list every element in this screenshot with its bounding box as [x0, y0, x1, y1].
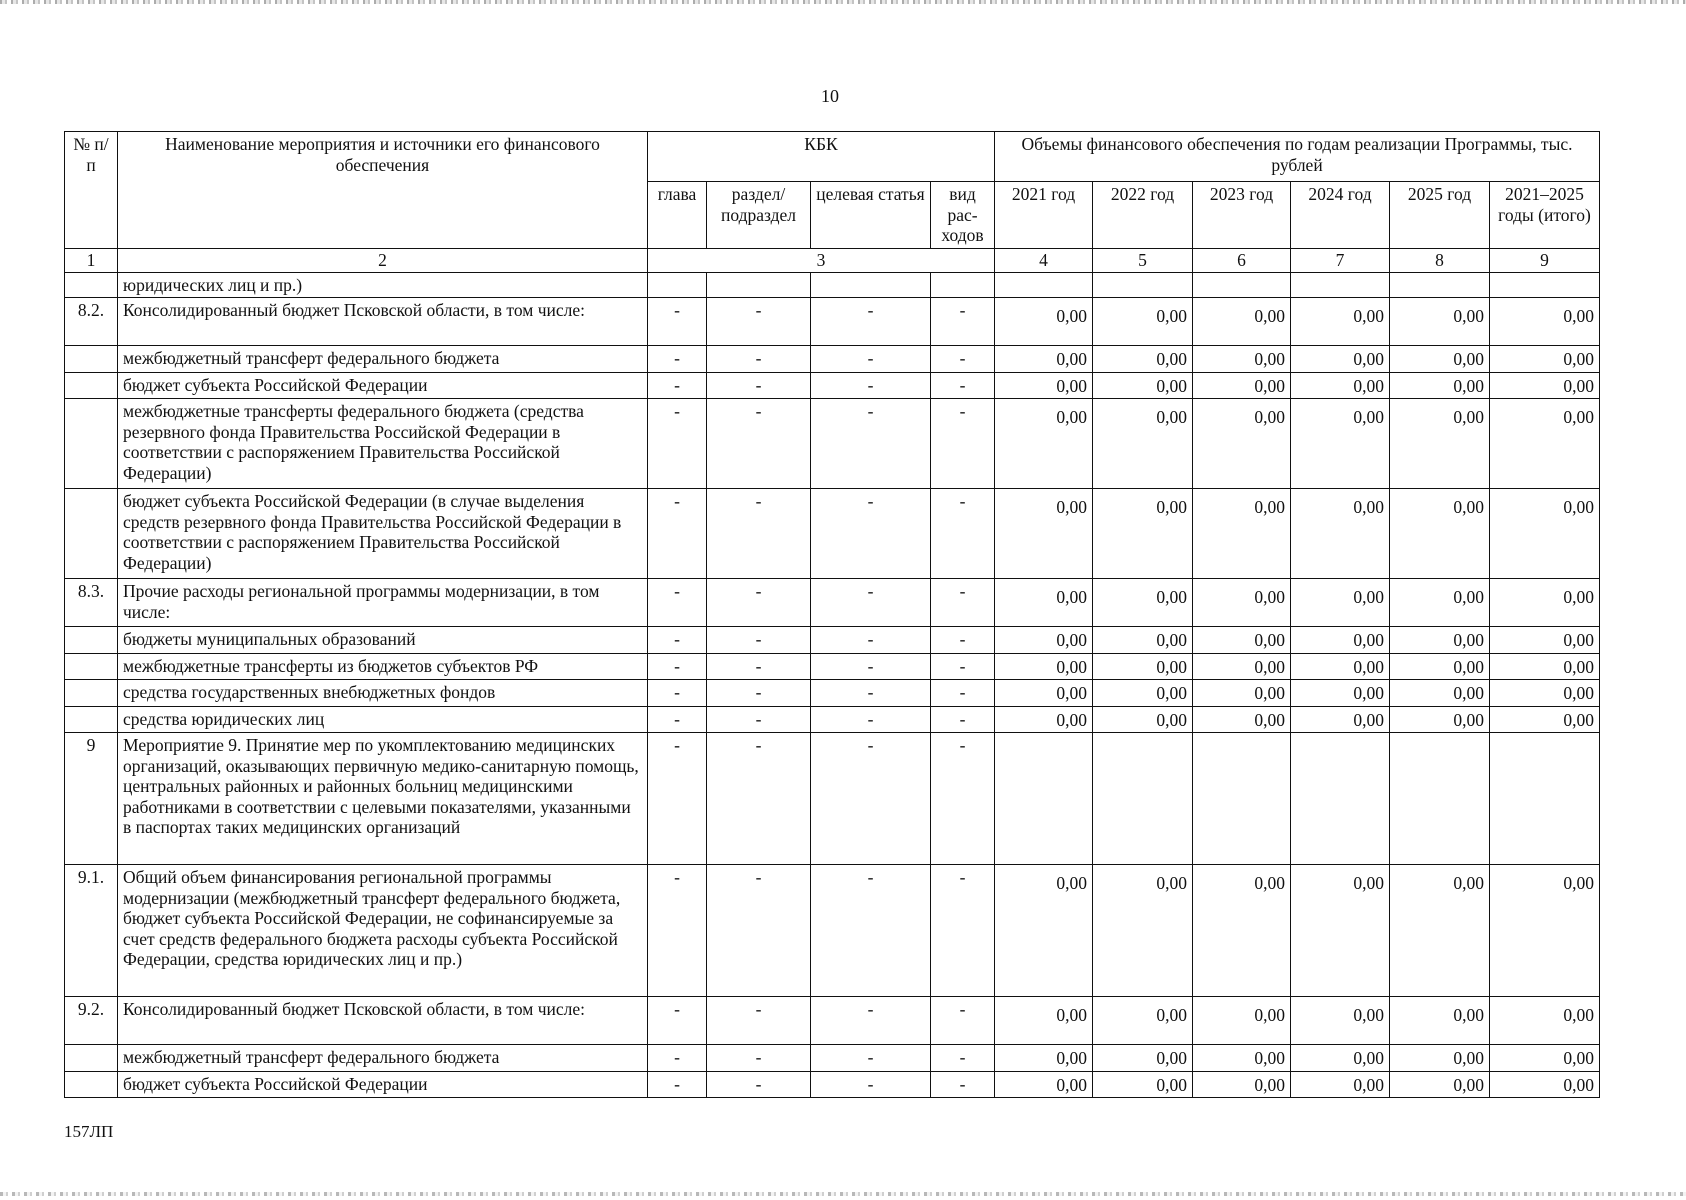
value-cell: 0,00 — [1093, 346, 1193, 373]
value-cell: 0,00 — [1291, 399, 1390, 489]
value-cell — [1390, 272, 1490, 298]
value-cell: 0,00 — [995, 680, 1093, 707]
value-cell: 0,00 — [995, 1045, 1093, 1072]
value-cell: 0,00 — [1390, 346, 1490, 373]
kbk-cell: - — [707, 733, 811, 865]
value-cell: 0,00 — [1490, 997, 1600, 1045]
financing-table — [64, 131, 1600, 1098]
value-cell: 0,00 — [1193, 298, 1291, 346]
value-cell — [1193, 272, 1291, 298]
header-kbk-article: целевая статья — [811, 182, 931, 249]
value-cell: 0,00 — [995, 298, 1093, 346]
value-cell: 0,00 — [1490, 489, 1600, 579]
value-cell: 0,00 — [1390, 1071, 1490, 1098]
table-row — [65, 733, 1600, 865]
value-cell: 0,00 — [1291, 489, 1390, 579]
header-kbk-chapter: глава — [648, 182, 707, 249]
table-row — [65, 680, 1600, 707]
value-cell: 0,00 — [1390, 579, 1490, 627]
value-cell: 0,00 — [1193, 579, 1291, 627]
row-number — [65, 489, 118, 579]
value-cell: 0,00 — [1193, 372, 1291, 399]
value-cell: 0,00 — [1490, 680, 1600, 707]
kbk-cell: - — [811, 579, 931, 627]
value-cell: 0,00 — [1490, 298, 1600, 346]
row-number — [65, 653, 118, 680]
value-cell: 0,00 — [1193, 706, 1291, 733]
value-cell: 0,00 — [1490, 346, 1600, 373]
column-index-row — [65, 248, 1600, 272]
row-name: Консолидированный бюджет Псковской области, в том числе: — [118, 997, 648, 1045]
value-cell: 0,00 — [1291, 865, 1390, 997]
header-volumes: Объемы финансового обеспечения по годам реализации Программы, тыс. рублей — [995, 132, 1600, 182]
row-number: 9.1. — [65, 865, 118, 997]
row-number — [65, 1045, 118, 1072]
value-cell: 0,00 — [995, 865, 1093, 997]
value-cell — [1093, 272, 1193, 298]
value-cell: 0,00 — [1490, 865, 1600, 997]
row-name: средства государственных внебюджетных фондов — [118, 680, 648, 707]
row-number — [65, 627, 118, 654]
header-num: № п/п — [65, 132, 118, 249]
header-kbk-expense-type: вид рас-ходов — [931, 182, 995, 249]
kbk-cell: - — [648, 489, 707, 579]
kbk-cell: - — [811, 680, 931, 707]
value-cell: 0,00 — [1093, 627, 1193, 654]
value-cell: 0,00 — [1291, 1045, 1390, 1072]
value-cell — [1291, 272, 1390, 298]
value-cell: 0,00 — [1093, 706, 1193, 733]
value-cell: 0,00 — [1390, 372, 1490, 399]
header-year-2025: 2025 год — [1390, 182, 1490, 249]
row-number — [65, 372, 118, 399]
value-cell: 0,00 — [1390, 1045, 1490, 1072]
row-number — [65, 680, 118, 707]
row-number: 9.2. — [65, 997, 118, 1045]
value-cell: 0,00 — [1390, 997, 1490, 1045]
value-cell: 0,00 — [1193, 1071, 1291, 1098]
row-name: юридических лиц и пр.) — [118, 272, 648, 298]
kbk-cell: - — [931, 997, 995, 1045]
column-index: 1 — [65, 248, 118, 272]
kbk-cell — [648, 272, 707, 298]
table-body — [65, 272, 1600, 1098]
kbk-cell: - — [707, 1071, 811, 1098]
row-name: бюджет субъекта Российской Федерации — [118, 1071, 648, 1098]
value-cell: 0,00 — [1193, 399, 1291, 489]
kbk-cell: - — [811, 1071, 931, 1098]
kbk-cell: - — [648, 653, 707, 680]
kbk-cell: - — [648, 346, 707, 373]
value-cell — [995, 272, 1093, 298]
table-row — [65, 298, 1600, 346]
kbk-cell: - — [931, 579, 995, 627]
kbk-cell: - — [648, 997, 707, 1045]
header-kbk: КБК — [648, 132, 995, 182]
row-name: межбюджетный трансферт федерального бюджета — [118, 1045, 648, 1072]
row-name: Консолидированный бюджет Псковской области, в том числе: — [118, 298, 648, 346]
kbk-cell: - — [811, 997, 931, 1045]
row-number: 8.3. — [65, 579, 118, 627]
header-year-total: 2021–2025 годы (итого) — [1490, 182, 1600, 249]
value-cell: 0,00 — [1093, 653, 1193, 680]
row-name: Прочие расходы региональной программы модернизации, в том числе: — [118, 579, 648, 627]
value-cell: 0,00 — [1390, 865, 1490, 997]
row-name: Общий объем финансирования региональной программы модернизации (межбюджетный трансферт федерального бюджета, бюджет субъекта Российской Федерации, не софинансируемые за счет средств федерального бюджета расходы субъекта Российской Федерации, средства юридических лиц и пр.) — [118, 865, 648, 997]
table-row — [65, 579, 1600, 627]
kbk-cell: - — [931, 653, 995, 680]
table-row — [65, 865, 1600, 997]
kbk-cell: - — [648, 627, 707, 654]
value-cell: 0,00 — [1093, 1071, 1193, 1098]
value-cell: 0,00 — [995, 997, 1093, 1045]
row-name: межбюджетный трансферт федерального бюджета — [118, 346, 648, 373]
kbk-cell: - — [811, 372, 931, 399]
value-cell: 0,00 — [1291, 997, 1390, 1045]
table-row — [65, 372, 1600, 399]
value-cell: 0,00 — [1093, 399, 1193, 489]
row-number — [65, 399, 118, 489]
value-cell: 0,00 — [1291, 372, 1390, 399]
kbk-cell: - — [648, 579, 707, 627]
table-row — [65, 399, 1600, 489]
header-year-2023: 2023 год — [1193, 182, 1291, 249]
kbk-cell: - — [931, 399, 995, 489]
value-cell: 0,00 — [995, 706, 1093, 733]
value-cell: 0,00 — [1291, 579, 1390, 627]
value-cell: 0,00 — [1291, 706, 1390, 733]
value-cell: 0,00 — [1291, 653, 1390, 680]
column-index: 8 — [1390, 248, 1490, 272]
kbk-cell: - — [707, 346, 811, 373]
value-cell: 0,00 — [1193, 997, 1291, 1045]
kbk-cell: - — [648, 865, 707, 997]
value-cell: 0,00 — [1390, 399, 1490, 489]
kbk-cell: - — [931, 706, 995, 733]
kbk-cell: - — [648, 680, 707, 707]
kbk-cell: - — [707, 399, 811, 489]
kbk-cell: - — [707, 997, 811, 1045]
table-row — [65, 489, 1600, 579]
scan-edge-top — [0, 0, 1686, 4]
kbk-cell — [707, 272, 811, 298]
value-cell: 0,00 — [1093, 298, 1193, 346]
column-index: 6 — [1193, 248, 1291, 272]
kbk-cell: - — [931, 733, 995, 865]
table-row — [65, 653, 1600, 680]
value-cell: 0,00 — [995, 579, 1093, 627]
kbk-cell: - — [648, 706, 707, 733]
kbk-cell: - — [811, 706, 931, 733]
value-cell: 0,00 — [1490, 653, 1600, 680]
value-cell: 0,00 — [1193, 489, 1291, 579]
kbk-cell: - — [648, 372, 707, 399]
column-index: 3 — [648, 248, 995, 272]
column-index: 9 — [1490, 248, 1600, 272]
kbk-cell: - — [707, 706, 811, 733]
value-cell: 0,00 — [1291, 1071, 1390, 1098]
column-index: 5 — [1093, 248, 1193, 272]
value-cell: 0,00 — [1291, 298, 1390, 346]
kbk-cell: - — [648, 1071, 707, 1098]
kbk-cell: - — [707, 298, 811, 346]
kbk-cell: - — [811, 489, 931, 579]
kbk-cell: - — [811, 1045, 931, 1072]
table-row — [65, 272, 1600, 298]
page-number: 10 — [821, 86, 839, 106]
value-cell: 0,00 — [1490, 579, 1600, 627]
table-row — [65, 997, 1600, 1045]
scan-edge-bottom — [0, 1192, 1686, 1196]
value-cell: 0,00 — [1193, 346, 1291, 373]
value-cell — [995, 733, 1093, 865]
value-cell: 0,00 — [1390, 489, 1490, 579]
row-name: бюджеты муниципальных образований — [118, 627, 648, 654]
value-cell: 0,00 — [1390, 653, 1490, 680]
kbk-cell: - — [931, 346, 995, 373]
value-cell: 0,00 — [995, 489, 1093, 579]
value-cell — [1490, 733, 1600, 865]
kbk-cell: - — [648, 733, 707, 865]
row-number — [65, 346, 118, 373]
kbk-cell — [931, 272, 995, 298]
value-cell: 0,00 — [1490, 399, 1600, 489]
value-cell — [1390, 733, 1490, 865]
value-cell: 0,00 — [995, 653, 1093, 680]
value-cell: 0,00 — [1193, 627, 1291, 654]
value-cell: 0,00 — [1490, 1045, 1600, 1072]
kbk-cell — [811, 272, 931, 298]
row-name: межбюджетные трансферты из бюджетов субъектов РФ — [118, 653, 648, 680]
value-cell: 0,00 — [1093, 1045, 1193, 1072]
value-cell: 0,00 — [1193, 1045, 1291, 1072]
header-kbk-section: раздел/ подраздел — [707, 182, 811, 249]
value-cell — [1193, 733, 1291, 865]
value-cell: 0,00 — [1490, 627, 1600, 654]
row-number: 8.2. — [65, 298, 118, 346]
row-name: средства юридических лиц — [118, 706, 648, 733]
value-cell: 0,00 — [995, 627, 1093, 654]
table-row — [65, 627, 1600, 654]
kbk-cell: - — [811, 653, 931, 680]
column-index: 2 — [118, 248, 648, 272]
value-cell: 0,00 — [1291, 680, 1390, 707]
value-cell: 0,00 — [1093, 489, 1193, 579]
row-number — [65, 706, 118, 733]
kbk-cell: - — [707, 680, 811, 707]
value-cell: 0,00 — [1390, 706, 1490, 733]
kbk-cell: - — [707, 372, 811, 399]
row-name: межбюджетные трансферты федерального бюджета (средства резервного фонда Правительства Российской Федерации в соответствии с распоряжением Правительства Российской Федерации) — [118, 399, 648, 489]
kbk-cell: - — [707, 579, 811, 627]
value-cell: 0,00 — [1193, 680, 1291, 707]
header-name: Наименование мероприятия и источники его финансового обеспечения — [118, 132, 648, 249]
row-number: 9 — [65, 733, 118, 865]
kbk-cell: - — [648, 298, 707, 346]
column-index: 4 — [995, 248, 1093, 272]
table-row — [65, 346, 1600, 373]
value-cell: 0,00 — [1291, 627, 1390, 654]
column-index: 7 — [1291, 248, 1390, 272]
value-cell: 0,00 — [1093, 680, 1193, 707]
kbk-cell: - — [648, 399, 707, 489]
table-header — [65, 132, 1600, 273]
value-cell: 0,00 — [1390, 298, 1490, 346]
value-cell — [1093, 733, 1193, 865]
kbk-cell: - — [931, 680, 995, 707]
value-cell: 0,00 — [995, 399, 1093, 489]
kbk-cell: - — [707, 627, 811, 654]
header-year-2024: 2024 год — [1291, 182, 1390, 249]
kbk-cell: - — [811, 733, 931, 865]
kbk-cell: - — [931, 489, 995, 579]
kbk-cell: - — [811, 865, 931, 997]
row-name: бюджет субъекта Российской Федерации — [118, 372, 648, 399]
kbk-cell: - — [648, 1045, 707, 1072]
row-name: бюджет субъекта Российской Федерации (в случае выделения средств резервного фонда Правительства Российской Федерации в соответствии с распоряжением Правительства Российской Федерации) — [118, 489, 648, 579]
value-cell: 0,00 — [1093, 865, 1193, 997]
kbk-cell: - — [811, 298, 931, 346]
value-cell: 0,00 — [1193, 865, 1291, 997]
value-cell: 0,00 — [1490, 372, 1600, 399]
document-code: 157ЛП — [64, 1122, 114, 1141]
kbk-cell: - — [707, 653, 811, 680]
kbk-cell: - — [811, 346, 931, 373]
kbk-cell: - — [811, 399, 931, 489]
value-cell: 0,00 — [1193, 653, 1291, 680]
kbk-cell: - — [707, 489, 811, 579]
kbk-cell: - — [931, 865, 995, 997]
value-cell: 0,00 — [1390, 627, 1490, 654]
table-row — [65, 706, 1600, 733]
header-year-2021: 2021 год — [995, 182, 1093, 249]
value-cell — [1490, 272, 1600, 298]
table-row — [65, 1071, 1600, 1098]
kbk-cell: - — [811, 627, 931, 654]
row-number — [65, 272, 118, 298]
value-cell: 0,00 — [995, 346, 1093, 373]
value-cell — [1291, 733, 1390, 865]
value-cell: 0,00 — [1093, 579, 1193, 627]
value-cell: 0,00 — [1490, 1071, 1600, 1098]
kbk-cell: - — [707, 865, 811, 997]
value-cell: 0,00 — [1490, 706, 1600, 733]
value-cell: 0,00 — [995, 1071, 1093, 1098]
kbk-cell: - — [931, 1071, 995, 1098]
kbk-cell: - — [931, 298, 995, 346]
row-number — [65, 1071, 118, 1098]
kbk-cell: - — [707, 1045, 811, 1072]
value-cell: 0,00 — [1390, 680, 1490, 707]
row-name: Мероприятие 9. Принятие мер по укомплектованию медицинских организаций, оказывающих первичную медико-санитарную помощь, центральных районных и районных больниц медицинскими работниками в соответствии с целевыми показателями, указанными в паспортах таких медицинских организаций — [118, 733, 648, 865]
value-cell: 0,00 — [995, 372, 1093, 399]
table-row — [65, 1045, 1600, 1072]
header-year-2022: 2022 год — [1093, 182, 1193, 249]
value-cell: 0,00 — [1291, 346, 1390, 373]
value-cell: 0,00 — [1093, 997, 1193, 1045]
kbk-cell: - — [931, 627, 995, 654]
kbk-cell: - — [931, 372, 995, 399]
kbk-cell: - — [931, 1045, 995, 1072]
value-cell: 0,00 — [1093, 372, 1193, 399]
